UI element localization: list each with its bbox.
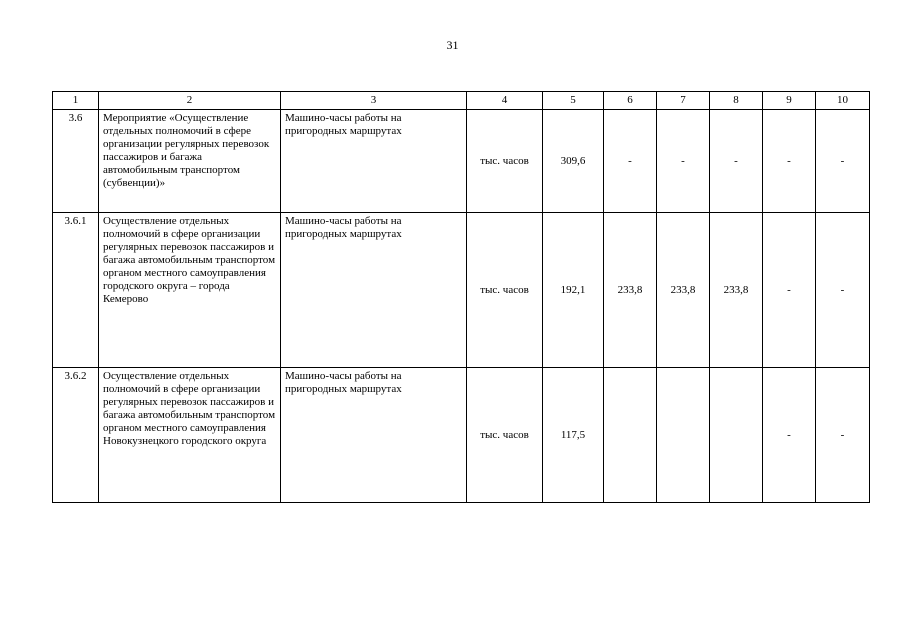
page-number: 31 (446, 38, 459, 52)
row-value-8: 233,8 (710, 213, 763, 368)
row-value-5: 309,6 (543, 110, 604, 213)
header-cell: 5 (543, 92, 604, 110)
row-value-10: - (816, 368, 870, 503)
table-row (53, 368, 870, 503)
row-value-5: 117,5 (543, 368, 604, 503)
header-cell: 6 (604, 92, 657, 110)
header-cell: 1 (53, 92, 99, 110)
row-unit: тыс. часов (467, 368, 543, 503)
row-code: 3.6.2 (53, 368, 99, 503)
row-code: 3.6.1 (53, 213, 99, 368)
row-value-6: 233,8 (604, 213, 657, 368)
table-header-row (53, 92, 870, 110)
header-cell: 3 (281, 92, 467, 110)
table-row (53, 213, 870, 368)
row-value-9: - (763, 110, 816, 213)
row-value-7 (657, 368, 710, 503)
header-cell: 2 (99, 92, 281, 110)
row-value-10: - (816, 110, 870, 213)
row-value-9: - (763, 368, 816, 503)
row-name: Мероприятие «Осуществление отдельных полномочий в сфере организации регулярных перевозок пассажиров и багажа автомобильным транспортом (субвенции)» (99, 110, 281, 213)
row-indicator: Машино-часы работы на пригородных маршрутах (281, 213, 467, 368)
table-row (53, 110, 870, 213)
row-value-9: - (763, 213, 816, 368)
row-name: Осуществление отдельных полномочий в сфере организации регулярных перевозок пассажиров и багажа автомобильным транспортом органом местного самоуправления городского округа – города Кемерово (99, 213, 281, 368)
row-indicator: Машино-часы работы на пригородных маршрутах (281, 110, 467, 213)
row-code: 3.6 (53, 110, 99, 213)
header-cell: 9 (763, 92, 816, 110)
row-value-5: 192,1 (543, 213, 604, 368)
header-cell: 10 (816, 92, 870, 110)
row-value-8 (710, 368, 763, 503)
row-name: Осуществление отдельных полномочий в сфере организации регулярных перевозок пассажиров и багажа автомобильным транспортом органом местного самоуправления Новокузнецкого городского округа (99, 368, 281, 503)
row-value-8: - (710, 110, 763, 213)
header-cell: 7 (657, 92, 710, 110)
row-indicator: Машино-часы работы на пригородных маршрутах (281, 368, 467, 503)
header-cell: 8 (710, 92, 763, 110)
row-value-6 (604, 368, 657, 503)
row-value-7: - (657, 110, 710, 213)
row-value-6: - (604, 110, 657, 213)
header-cell: 4 (467, 92, 543, 110)
row-unit: тыс. часов (467, 110, 543, 213)
row-value-10: - (816, 213, 870, 368)
data-table (52, 91, 870, 503)
row-unit: тыс. часов (467, 213, 543, 368)
row-value-7: 233,8 (657, 213, 710, 368)
